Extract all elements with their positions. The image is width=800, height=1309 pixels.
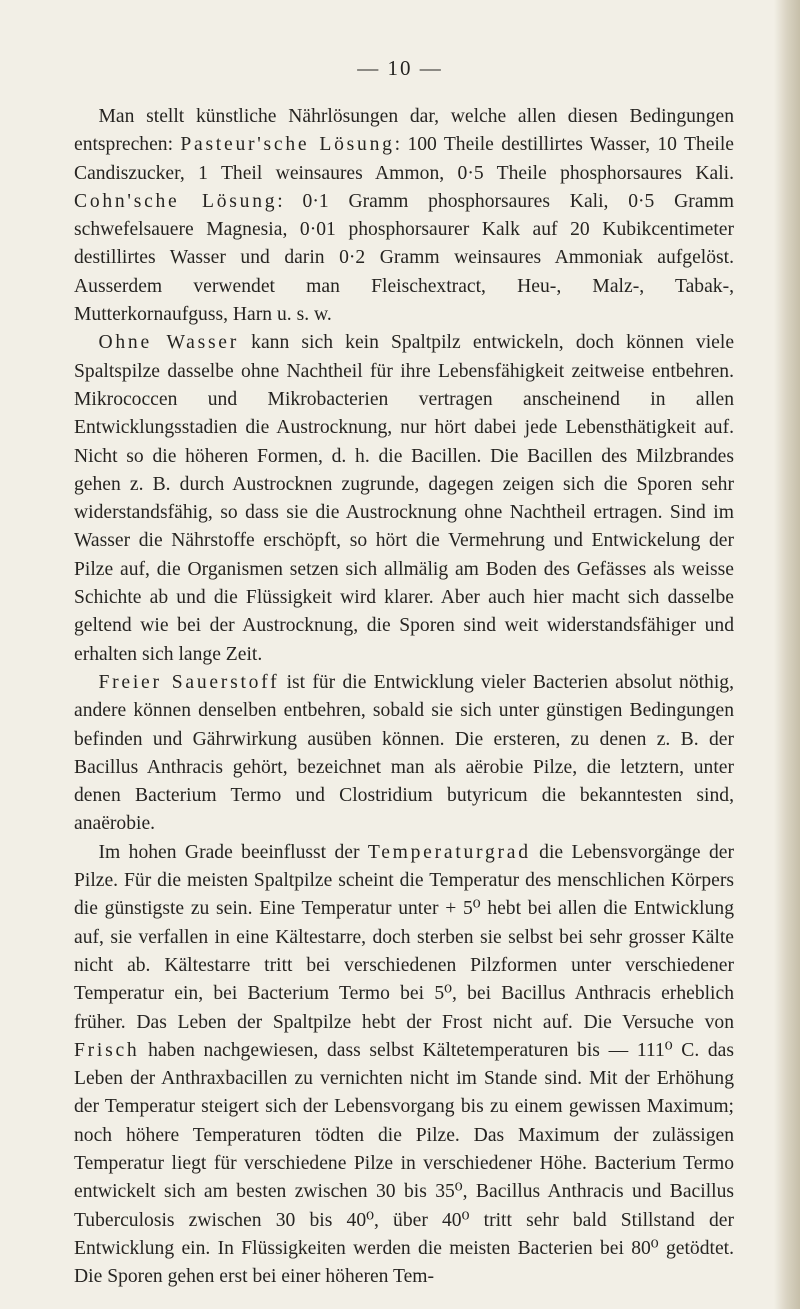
paragraph-water bbox=[74, 329, 734, 669]
paragraph-text: : 0·1 Gramm phosphorsaures Kali, 0·5 Gramm schwefelsauere Magnesia, 0·01 phosphorsaurer Kalk auf 20 Kubikcentimeter destillirtes Wasser und darin 0·2 Gramm weinsaures Ammoniak aufgelöst. Ausserdem verwendet man Fleischextract, Heu-, Malz-, Tabak-, Mutterkornaufguss, Harn u. s. w. bbox=[74, 190, 735, 326]
paragraph-text: ist für die Entwicklung vieler Bacterien absolut nöthig, andere können denselben entbehren, sobald sie sich unter günstigen Bedingungen befinden und Gährwirkung ausüben können. Die ersteren, zu denen z. B. der Bacillus Anthracis gehört, bezeichnet man als aërobie Pilze, die letztern, unter denen Bacterium Termo und Clostridium butyricum die bekanntesten sind, anaërobie. bbox=[74, 671, 734, 835]
paragraph-text: haben nachgewiesen, dass selbst Kältetemperaturen bis — 111⁰ C. das Leben der Anthraxbacillen zu vernichten nicht im Stande sind. Mit der Erhöhung der Temperatur steigert sich der Lebensvorgang bis zu einem gewissen Maximum; noch höhere Temperaturen tödten die Pilze. Das Maximum der zulässigen Temperatur liegt für verschiedene Pilze in verschiedener Höhe. Bacterium Termo entwickelt sich am besten zwischen 30 bis 35⁰, Bacillus Anthracis und Bacillus Tuberculosis zwischen 30 bis 40⁰, über 40⁰ tritt sehr bald Stillstand der Entwicklung ein. In Flüssigkeiten werden die meisten Bacterien bei 80⁰ getödtet. Die Sporen gehen erst bei einer höheren Tem- bbox=[74, 1039, 734, 1288]
paragraph-text: : 100 Theile destillirtes Wasser, 10 Theile Candiszucker, 1 Theil weinsaures Ammon, 0·5 Theile phosphorsaures Kali. bbox=[74, 134, 734, 184]
page-edge-shadow bbox=[774, 0, 800, 1309]
paragraph-text: die Lebensvorgänge der Pilze. Für die meisten Spaltpilze scheint die Temperatur des menschlichen Körpers die günstigste zu sein. Eine Temperatur unter + 5⁰ hebt bei allen die Entwicklung auf, sie verfallen in eine Kältestarre, doch sterben sie selbst bei sehr grosser Kälte nicht ab. Kältestarre tritt bei verschiedenen Pilzformen unter verschiedener Temperatur ein, bei Bacterium Termo bei 5⁰, bei Bacillus Anthracis erheblich früher. Das Leben der Spaltpilze hebt der Frost nicht auf. Die Versuche von bbox=[74, 841, 735, 1033]
paragraph-text: kann sich kein Spaltpilz entwickeln, doch können viele Spaltspilze dasselbe ohne Nachtheil für ihre Lebensfähigkeit zeitweise entbehren. Mikrococcen und Mikrobacterien vertragen anscheinend in allen Entwicklungsstadien die Austrocknung, nur hört dabei jede Lebensthätigkeit auf. Nicht so die höheren Formen, d. h. die Bacillen. Die Bacillen des Milzbrandes gehen z. B. durch Austrocknen zugrunde, dagegen zeigen sich die Sporen sehr widerstandsfähig, so dass sie die Austrocknung ohne Nachtheil ertragen. Sind im Wasser die Nährstoffe erschöpft, so hört die Vermehrung und Entwickelung der Pilze auf, die Organismen setzen sich allmälig am Boden des Gefässes als weisse Schichte ab und die Flüssigkeit wird klarer. Aber auch hier macht sich dasselbe geltend wie bei der Austrocknung, die Sporen sind weit widerstandsfähiger und erhalten sich lange Zeit. bbox=[74, 332, 735, 665]
paragraph-temperature bbox=[74, 839, 734, 1292]
paragraph-text: Im hohen Grade beeinflusst der bbox=[98, 841, 368, 863]
term-without-water: Ohne Wasser bbox=[98, 332, 240, 354]
paragraph-nutrient-solutions bbox=[74, 103, 734, 329]
term-frisch: Frisch bbox=[74, 1039, 140, 1061]
paragraph-oxygen bbox=[74, 669, 734, 839]
body-text bbox=[74, 103, 734, 1291]
term-temperature-degree: Temperaturgrad bbox=[367, 841, 531, 863]
paragraph-text: Man stellt künstliche Nährlösungen dar, welche allen diesen Bedingungen entsprechen: bbox=[74, 106, 734, 156]
page-number: — 10 — bbox=[357, 56, 443, 80]
term-pasteur-solution: Pasteur'sche Lösung bbox=[180, 134, 395, 156]
term-free-oxygen: Freier Sauerstoff bbox=[98, 671, 280, 693]
term-cohn-solution: Cohn'sche Lösung bbox=[74, 190, 278, 212]
